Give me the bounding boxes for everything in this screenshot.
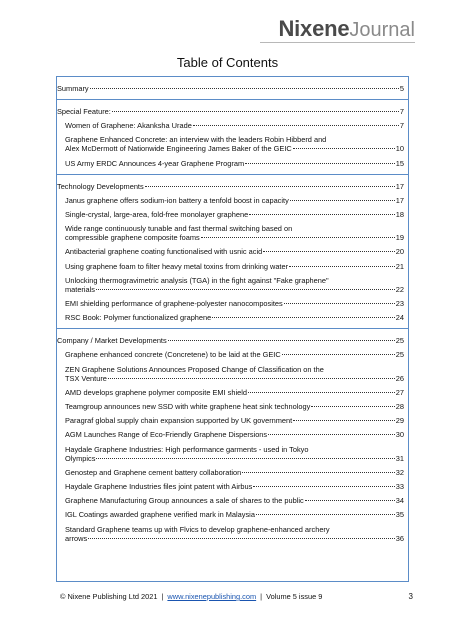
toc-entry-title: EMI shielding performance of graphene-polyester nanocomposites <box>65 298 283 308</box>
footer-website-link[interactable]: www.nixenepublishing.com <box>167 592 257 601</box>
table-of-contents <box>56 76 409 582</box>
toc-page-number: 7 <box>399 121 404 131</box>
toc-entry[interactable] <box>65 313 404 322</box>
toc-entry[interactable] <box>65 482 404 491</box>
toc-entry[interactable] <box>65 262 404 271</box>
dot-leader <box>263 251 395 252</box>
footer-issue: Volume 5 issue 9 <box>266 592 323 601</box>
toc-page-number: 17 <box>395 195 404 205</box>
toc-page-number: 33 <box>395 481 404 491</box>
toc-entry-title: compressible graphene composite foams <box>65 233 200 243</box>
toc-section <box>57 175 408 330</box>
toc-entry-title: Using graphene foam to filter heavy metal toxins from drinking water <box>65 261 289 271</box>
toc-entry[interactable] <box>65 224 404 242</box>
toc-entry-title: Alex McDermott of Nationwide Engineering James Baker of the GEIC <box>65 144 292 154</box>
dot-leader <box>293 148 395 149</box>
dot-leader <box>96 289 395 290</box>
toc-page-number: 18 <box>395 209 404 219</box>
toc-entry-title: Special Feature: <box>57 107 111 116</box>
toc-entry-title: Company / Market Developments <box>57 336 167 346</box>
toc-page-number: 21 <box>395 261 404 271</box>
dot-leader <box>212 317 395 318</box>
toc-page-number: 7 <box>399 107 404 116</box>
toc-entry[interactable] <box>65 210 404 219</box>
toc-entry-title: Janus graphene offers sodium-ion battery a tenfold boost in capacity <box>65 195 289 205</box>
toc-entry-title: AGM Launches Range of Eco-Friendly Graphene Dispersions <box>65 430 268 440</box>
toc-entry-title: Graphene enhanced concrete (Concretene) to be laid at the GEIC <box>65 350 281 360</box>
toc-section <box>57 329 408 548</box>
toc-entry[interactable] <box>65 402 404 411</box>
toc-entry-title: Single-crystal, large-area, fold-free monolayer graphene <box>65 209 249 219</box>
logo-brand-suffix: Journal <box>349 19 415 41</box>
toc-entry-title: materials <box>65 284 95 294</box>
dot-leader <box>256 514 395 515</box>
toc-entry-title: Antibacterial graphene coating functionalised with usnic acid <box>65 247 263 257</box>
toc-page-number: 26 <box>395 373 404 383</box>
dot-leader <box>201 237 395 238</box>
toc-entry[interactable] <box>65 445 404 463</box>
dot-leader <box>193 125 399 126</box>
toc-entry-title: Genostep and Graphene cement battery collaboration <box>65 467 242 477</box>
toc-entry[interactable] <box>65 121 404 130</box>
toc-entry-title: Olympics <box>65 453 96 463</box>
dot-leader <box>289 266 395 267</box>
toc-entry[interactable] <box>65 365 404 383</box>
toc-section <box>57 100 408 175</box>
toc-page-number: 30 <box>395 430 404 440</box>
toc-entry[interactable] <box>65 299 404 308</box>
toc-entry-title-line: Haydale Graphene Industries: High performance garments - used in Tokyo <box>65 444 309 454</box>
dot-leader <box>90 88 399 89</box>
toc-entry[interactable] <box>65 416 404 425</box>
toc-entry-title-line: Standard Graphene teams up with Flvics to develop graphene-enhanced archery <box>65 524 330 534</box>
toc-entry[interactable] <box>65 276 404 294</box>
toc-page-number: 20 <box>395 247 404 257</box>
toc-entry-title-line: Unlocking thermogravimetric analysis (TGA) in the fight against "Fake graphene" <box>65 275 329 285</box>
toc-section-heading[interactable] <box>57 84 404 93</box>
toc-page-number: 5 <box>399 84 404 93</box>
toc-entry[interactable] <box>65 388 404 397</box>
dot-leader <box>282 354 395 355</box>
toc-entry[interactable] <box>65 430 404 439</box>
dot-leader <box>242 472 395 473</box>
dot-leader <box>249 214 395 215</box>
toc-page-number: 25 <box>395 336 404 346</box>
logo-brand-name: Nixene <box>278 16 350 41</box>
toc-page-number: 35 <box>395 510 404 520</box>
toc-entry-title: AMD develops graphene polymer composite EMI shield <box>65 387 247 397</box>
dot-leader <box>168 340 395 341</box>
toc-page-number: 28 <box>395 401 404 411</box>
toc-entry-title-line: ZEN Graphene Solutions Announces Proposed Change of Classification on the <box>65 364 324 374</box>
toc-page-number: 17 <box>395 181 404 191</box>
toc-entry[interactable] <box>65 496 404 505</box>
toc-entry-title: TSX Venture <box>65 373 107 383</box>
toc-page-number: 31 <box>395 453 404 463</box>
toc-entry-title: Summary <box>57 84 89 93</box>
toc-entry-title-line: Graphene Enhanced Concrete: an interview with the leaders Robin Hibberd and <box>65 135 327 145</box>
toc-section-heading[interactable] <box>57 182 404 191</box>
toc-page-number: 10 <box>395 144 404 154</box>
toc-entry-title: RSC Book: Polymer functionalized graphene <box>65 313 212 323</box>
toc-entry-title: Haydale Graphene Industries files joint patent with Airbus <box>65 481 253 491</box>
toc-entry-title: arrows <box>65 533 88 543</box>
toc-page-number: 15 <box>395 158 404 168</box>
dot-leader <box>88 538 395 539</box>
dot-leader <box>305 500 395 501</box>
toc-entry[interactable] <box>65 350 404 359</box>
toc-entry[interactable] <box>65 468 404 477</box>
toc-entry[interactable] <box>65 135 404 153</box>
toc-entry-title: Teamgroup announces new SSD with white graphene heat sink technology <box>65 401 311 411</box>
toc-entry[interactable] <box>65 247 404 256</box>
toc-section <box>57 77 408 100</box>
dot-leader <box>108 378 395 379</box>
toc-entry[interactable] <box>65 159 404 168</box>
toc-page-number: 32 <box>395 467 404 477</box>
footer-copyright: © Nixene Publishing Ltd 2021 <box>60 592 158 601</box>
toc-page-number: 27 <box>395 387 404 397</box>
dot-leader <box>268 434 395 435</box>
dot-leader <box>284 303 395 304</box>
dot-leader <box>253 486 394 487</box>
toc-entry-title-line: Wide range continuously tunable and fast thermal switching based on <box>65 224 293 234</box>
dot-leader <box>290 200 395 201</box>
toc-entry-title: Women of Graphene: Akanksha Urade <box>65 121 192 131</box>
dot-leader <box>311 406 394 407</box>
toc-page-number: 36 <box>395 533 404 543</box>
header-rule <box>260 42 415 43</box>
toc-entry-title: IGL Coatings awarded graphene verified mark in Malaysia <box>65 510 255 520</box>
page-number: 3 <box>408 592 413 601</box>
toc-page-number: 23 <box>395 298 404 308</box>
toc-section-heading[interactable] <box>57 107 404 116</box>
dot-leader <box>293 420 395 421</box>
toc-entry-title: Graphene Manufacturing Group announces a sale of shares to the public <box>65 496 304 506</box>
toc-page-number: 22 <box>395 284 404 294</box>
toc-entry[interactable] <box>65 510 404 519</box>
dot-leader <box>96 458 394 459</box>
dot-leader <box>245 163 395 164</box>
toc-entry[interactable] <box>65 196 404 205</box>
dot-leader <box>112 111 399 112</box>
dot-leader <box>248 392 395 393</box>
toc-section-heading[interactable] <box>57 336 404 345</box>
page-title: Table of Contents <box>176 55 279 70</box>
toc-entry-title: Paragraf global supply chain expansion supported by UK government <box>65 416 293 426</box>
toc-entry[interactable] <box>65 525 404 543</box>
toc-entry-title: Technology Developments <box>57 181 144 191</box>
toc-entry-title: US Army ERDC Announces 4-year Graphene Program <box>65 158 245 168</box>
page-footer: © Nixene Publishing Ltd 2021 | www.nixenepublishing.com | Volume 5 issue 9 3 <box>60 592 413 601</box>
toc-page-number: 19 <box>395 233 404 243</box>
toc-page-number: 34 <box>395 496 404 506</box>
journal-logo <box>278 18 415 40</box>
toc-page-number: 29 <box>395 416 404 426</box>
dot-leader <box>145 186 395 187</box>
toc-page-number: 24 <box>395 313 404 323</box>
toc-page-number: 25 <box>395 350 404 360</box>
